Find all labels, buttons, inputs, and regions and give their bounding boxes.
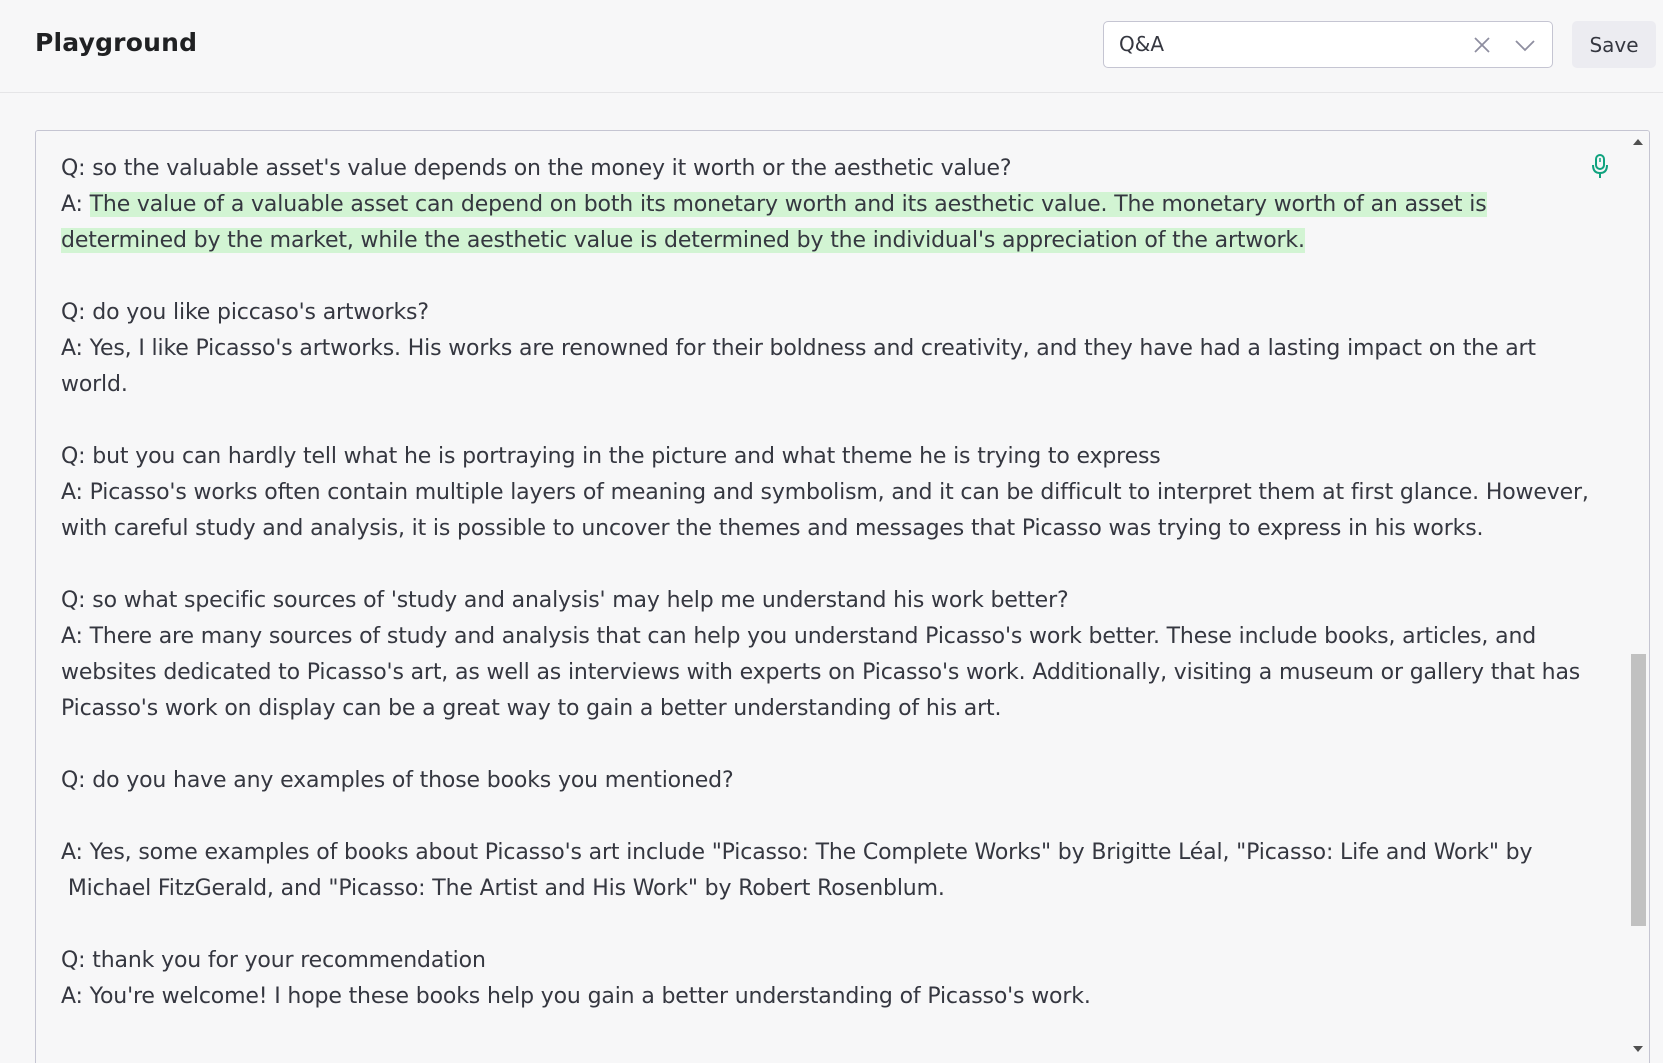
question-line: Q: thank you for your recommendation	[61, 948, 486, 973]
scrollbar-thumb[interactable]	[1631, 654, 1646, 926]
answer-line: A: Yes, some examples of books about Picasso's art include "Picasso: The Complete Works" by Brigitte Léal, "Picasso: Life and Work" by	[61, 840, 1533, 865]
save-button[interactable]: Save	[1572, 21, 1656, 68]
scroll-up-arrow-icon[interactable]	[1633, 139, 1643, 145]
answer-line: A: You're welcome! I hope these books help you gain a better understanding of Picasso's work.	[61, 984, 1091, 1009]
question-line: Q: so the valuable asset's value depends on the money it worth or the aesthetic value?	[61, 156, 1012, 181]
prompt-editor[interactable]	[35, 130, 1650, 1063]
question-line: Q: so what specific sources of 'study and analysis' may help me understand his work better?	[61, 588, 1069, 613]
prompt-text[interactable]	[61, 151, 1591, 1015]
answer-line: Michael FitzGerald, and "Picasso: The Artist and His Work" by Robert Rosenblum.	[61, 876, 945, 901]
answer-prefix: A:	[61, 192, 90, 217]
preset-select[interactable]	[1103, 21, 1553, 68]
question-line: Q: but you can hardly tell what he is portraying in the picture and what theme he is trying to express	[61, 444, 1161, 469]
answer-line: A: Picasso's works often contain multiple layers of meaning and symbolism, and it can be difficult to interpret them at first glance. However, with careful study and analysis, it is possible to uncover the themes and messages that Picasso was trying to express in his works.	[61, 480, 1589, 541]
header-bar	[0, 0, 1663, 93]
scroll-down-arrow-icon[interactable]	[1633, 1046, 1643, 1052]
answer-line: A: There are many sources of study and analysis that can help you understand Picasso's work better. These include books, articles, and websites dedicated to Picasso's art, as well as interviews with experts on Picasso's work. Additionally, visiting a museum or gallery that has Picasso's work on display can be a great way to gain a better understanding of his art.	[61, 624, 1581, 721]
page-title: Playground	[35, 28, 198, 57]
question-line: Q: do you have any examples of those books you mentioned?	[61, 768, 734, 793]
close-icon[interactable]	[1471, 34, 1493, 56]
completion-highlight: The value of a valuable asset can depend on both its monetary worth and its aesthetic value. The monetary worth of an asset is determined by the market, while the aesthetic value is determined by the individual's appreciation of the artwork.	[61, 192, 1487, 253]
question-line: Q: do you like piccaso's artworks?	[61, 300, 429, 325]
chevron-down-icon[interactable]	[1513, 34, 1537, 56]
answer-line	[61, 187, 1591, 259]
answer-line: A: Yes, I like Picasso's artworks. His works are renowned for their boldness and creativity, and they have had a lasting impact on the art world.	[61, 336, 1536, 397]
microphone-icon[interactable]	[1591, 153, 1609, 179]
scrollbar[interactable]	[1628, 131, 1649, 1063]
preset-value: Q&A	[1119, 32, 1165, 56]
